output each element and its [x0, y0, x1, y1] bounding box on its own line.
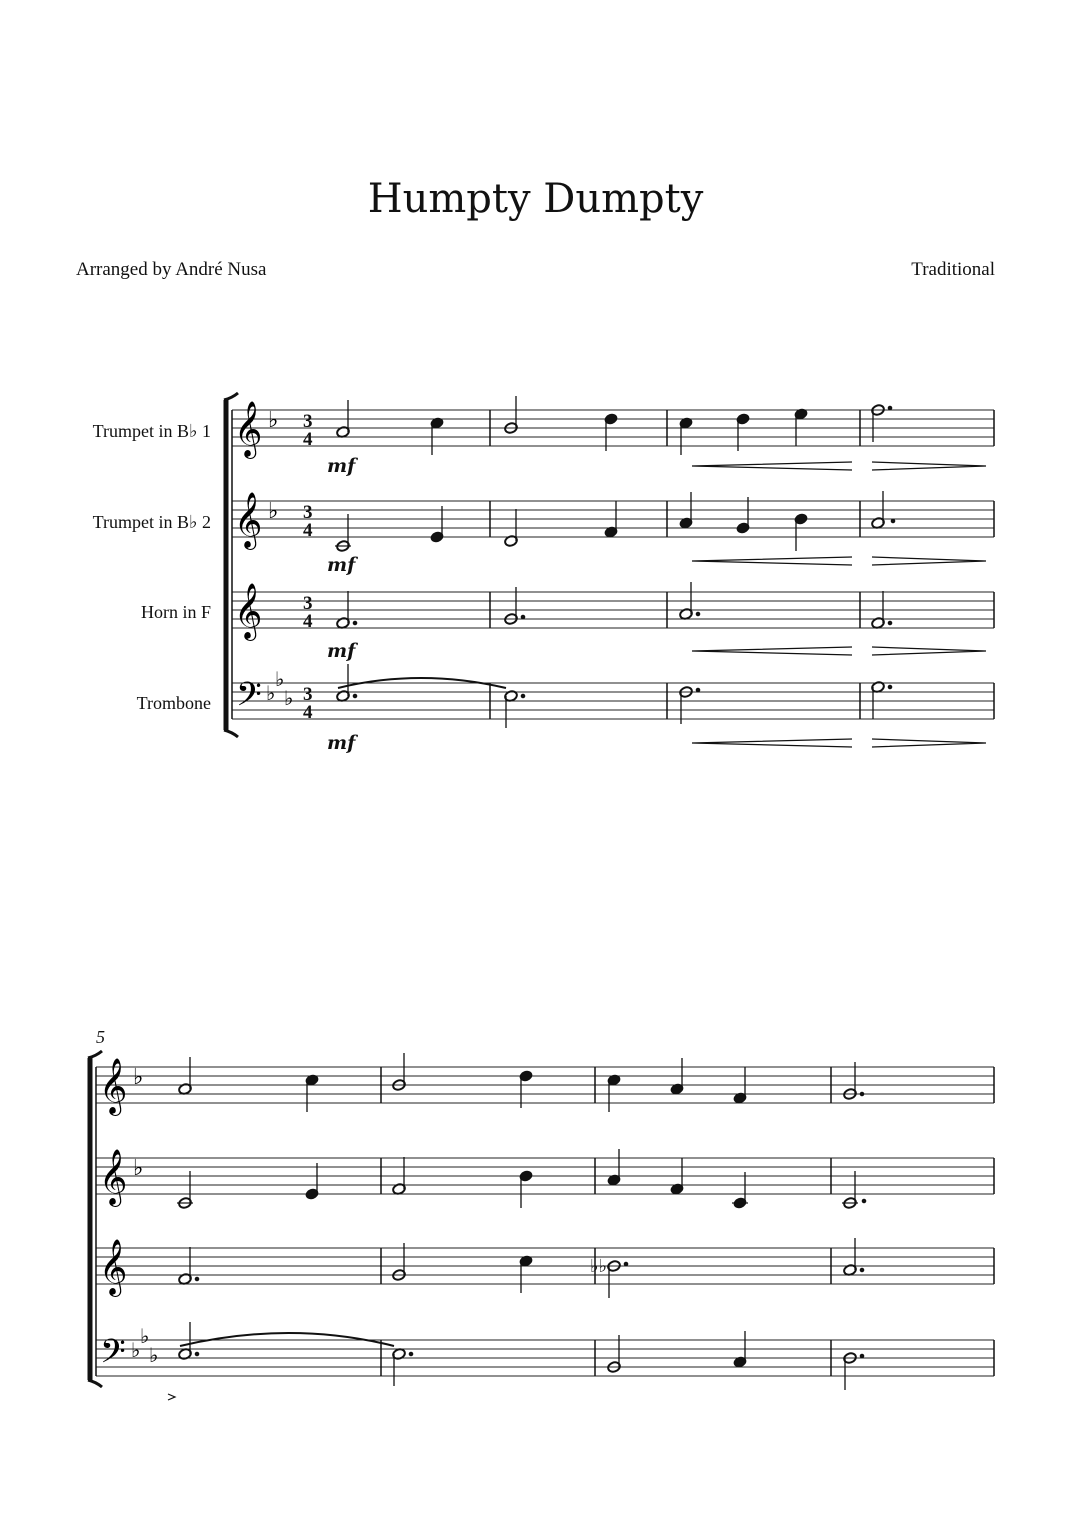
arranger-credit: Arranged by André Nusa [76, 259, 267, 280]
bracket-bottom [88, 1380, 102, 1387]
notes-horn-sys2 [178, 1238, 864, 1298]
time-sig-denominator: 4 [303, 611, 313, 632]
flat-key-icon: ♭ [149, 1345, 159, 1367]
treble-clef-icon: 𝄞 [234, 403, 263, 456]
system-2 [88, 1027, 994, 1400]
dynamic-mf: mf [327, 455, 356, 477]
barlines-2 [96, 1067, 994, 1376]
flat-key-icon: ♭ [133, 1155, 144, 1180]
time-sig-numerator: 3 [303, 502, 313, 523]
time-sig-denominator: 4 [303, 520, 313, 541]
instrument-name-trumpet-2: Trumpet in B♭ 2 [92, 512, 211, 532]
flat-key-icon: ♭ [266, 683, 276, 705]
notes-trumpet-2 [335, 491, 895, 552]
flat-key-icon: ♭ [275, 669, 285, 691]
time-sig-denominator: 4 [303, 702, 313, 723]
time-sig-denominator: 4 [303, 429, 313, 450]
instrument-name-trombone: Trombone [136, 693, 211, 713]
instrument-name-horn: Horn in F [140, 602, 211, 622]
system-1 [93, 393, 994, 754]
time-sig-numerator: 3 [303, 684, 313, 705]
time-sig-numerator: 3 [303, 593, 313, 614]
flat-key-icon: ♭ [133, 1064, 144, 1089]
flat-key-icon: ♭ [268, 407, 279, 432]
composer-credit: Traditional [911, 259, 995, 280]
bracket-bottom [224, 730, 238, 737]
flat-key-icon: ♭ [140, 1326, 150, 1348]
notes-horn [336, 582, 892, 629]
notes-trombone [336, 664, 892, 728]
staff-lines-2 [96, 1067, 994, 1376]
dynamic-mf: mf [327, 640, 356, 662]
score-title: Humpty Dumpty [367, 176, 704, 222]
flat-accidental-icon: ♭♭ [590, 1256, 607, 1276]
flat-key-icon: ♭ [284, 688, 294, 710]
measure-number: 5 [96, 1027, 105, 1047]
bracket-top [224, 393, 238, 400]
bass-clef-icon: 𝄢 [100, 1333, 126, 1378]
instrument-name-trumpet-1: Trumpet in B♭ 1 [92, 421, 211, 441]
treble-clef-icon: 𝄞 [234, 494, 263, 547]
flat-key-icon: ♭ [131, 1340, 141, 1362]
notes-trombone-sys2 [168, 1322, 864, 1400]
bass-clef-icon: 𝄢 [236, 676, 262, 721]
hairpins-1 [692, 462, 986, 747]
treble-clef-icon: 𝄞 [99, 1060, 128, 1113]
treble-clef-icon: 𝄞 [234, 585, 263, 638]
bracket-top [88, 1051, 102, 1058]
time-sig-numerator: 3 [303, 411, 313, 432]
flat-key-icon: ♭ [268, 498, 279, 523]
dynamic-mf: mf [327, 554, 356, 576]
accent-mark [168, 1394, 175, 1400]
dynamic-mf: mf [327, 732, 356, 754]
treble-clef-icon: 𝄞 [99, 1151, 128, 1204]
treble-clef-icon: 𝄞 [99, 1241, 128, 1294]
